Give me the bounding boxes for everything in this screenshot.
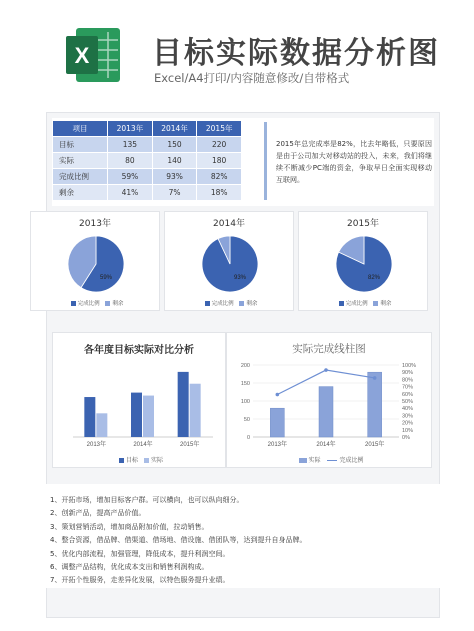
pie-chart-2015 xyxy=(298,211,428,311)
pie-title: 2015年 xyxy=(347,219,379,229)
chart-legend xyxy=(53,455,225,464)
target-actual-chart xyxy=(52,332,226,468)
pie-title: 2013年 xyxy=(79,219,111,229)
line-point xyxy=(373,376,377,380)
pie-data-label: 93% xyxy=(233,275,247,281)
y2-tick-label: 40% xyxy=(402,406,414,413)
table-cell: 目标 xyxy=(53,137,108,153)
y-tick-label: 150 xyxy=(240,381,250,387)
y2-tick-label: 100% xyxy=(402,363,417,369)
list-item: 5、优化内部流程，加强管理，降低成本，提升利润空间。 xyxy=(50,549,230,558)
page-title: 目标实际数据分析图 xyxy=(152,36,440,71)
bar xyxy=(131,393,142,437)
table-row xyxy=(53,153,242,169)
table-header-cell: 2013年 xyxy=(108,121,153,137)
legend-swatch xyxy=(144,458,149,463)
legend-swatch xyxy=(205,301,210,306)
page-subtitle: Excel/A4打印/内容随意修改/自带格式 xyxy=(154,71,350,85)
legend-label: 目标 xyxy=(126,457,139,464)
table-cell: 150 xyxy=(152,137,197,153)
combo-chart-svg xyxy=(227,333,433,469)
legend-swatch xyxy=(119,458,124,463)
table-cell: 41% xyxy=(108,185,153,201)
pie-svg xyxy=(299,212,429,312)
pie-data-label: 59% xyxy=(99,275,113,281)
table-cell: 59% xyxy=(108,169,153,185)
legend-swatch xyxy=(105,301,110,306)
list-item: 6、调整产品结构，优化成本支出和销售利润构成。 xyxy=(50,562,209,571)
pie-data-label: 82% xyxy=(367,275,381,281)
summary-note: 2015年总完成率是82%，比去年略低，只要原因是由于公司加大对移动站的投入，未来，我们将继续不断减少PC端的资金，争取早日全面实现移动互联网。 xyxy=(276,140,432,184)
bar xyxy=(143,396,154,437)
actual-completion-chart xyxy=(226,332,432,468)
legend-label: 完成比例 xyxy=(339,457,364,464)
y2-tick-label: 20% xyxy=(402,420,414,427)
list-item: 7、开拓个性服务，走差异化发展，以特色服务提升业绩。 xyxy=(50,576,230,585)
y2-tick-label: 0% xyxy=(402,435,410,441)
table-header-cell: 项目 xyxy=(53,121,108,137)
logo-letter: X xyxy=(74,43,90,68)
bar xyxy=(96,413,107,437)
pie-chart-2013 xyxy=(30,211,160,311)
x-tick-label: 2014年 xyxy=(133,442,153,448)
y2-tick-label: 30% xyxy=(402,413,414,420)
bar xyxy=(270,408,284,437)
x-tick-label: 2013年 xyxy=(86,442,107,448)
legend-label: 实际 xyxy=(150,457,163,464)
pie-legend xyxy=(31,299,159,307)
table-header-cell: 2014年 xyxy=(152,121,197,137)
legend-swatch xyxy=(339,301,344,306)
pie-legend xyxy=(299,299,427,307)
list-item: 4、整合资源，借品牌、借渠道、借场地、借设施、借团队等，达到提升自身品牌。 xyxy=(50,536,307,545)
legend-label: 完成比例 xyxy=(345,301,368,307)
x-tick-label: 2013年 xyxy=(267,442,288,448)
y2-tick-label: 50% xyxy=(402,399,414,405)
table-cell: 93% xyxy=(152,169,197,185)
y2-tick-label: 80% xyxy=(402,377,414,384)
table-cell: 剩余 xyxy=(53,185,108,201)
y-tick-label: 50 xyxy=(243,417,250,423)
bar xyxy=(190,384,201,437)
legend-swatch xyxy=(71,301,76,306)
legend-label: 实际 xyxy=(308,457,321,464)
bar xyxy=(178,372,189,437)
table-cell: 82% xyxy=(197,169,242,185)
table-row xyxy=(53,185,242,201)
table-header-cell: 2015年 xyxy=(197,121,242,137)
table-cell: 18% xyxy=(197,185,242,201)
legend-label: 剩余 xyxy=(246,301,258,307)
bar xyxy=(84,397,95,437)
divider-bar xyxy=(264,122,267,200)
bar xyxy=(368,372,382,437)
chart-legend xyxy=(227,455,431,464)
table-cell: 7% xyxy=(152,185,197,201)
y-tick-label: 100 xyxy=(240,399,250,405)
y-tick-label: 0 xyxy=(246,435,250,441)
table-cell: 135 xyxy=(108,137,153,153)
table-cell: 180 xyxy=(197,153,242,169)
y2-tick-label: 90% xyxy=(402,370,414,377)
legend-line-swatch xyxy=(327,460,337,461)
pie-legend xyxy=(165,299,293,307)
bar-chart-svg xyxy=(53,333,227,469)
excel-logo-icon xyxy=(62,24,124,86)
legend-label: 剩余 xyxy=(112,301,124,307)
line-point xyxy=(324,368,328,372)
list-item: 1、开拓市场，增加目标客户群。可以横向，也可以纵向细分。 xyxy=(50,496,244,504)
pie-title: 2014年 xyxy=(213,219,245,229)
pie-svg xyxy=(31,212,161,312)
list-item: 2、创新产品，提高产品价值。 xyxy=(50,509,146,518)
y2-tick-label: 10% xyxy=(402,427,414,434)
table-header-row xyxy=(53,121,242,137)
list-item: 3、策划营销活动，增加商品附加价值，拉动销售。 xyxy=(50,522,209,531)
legend-swatch xyxy=(239,301,244,306)
table-cell: 220 xyxy=(197,137,242,153)
table-cell: 实际 xyxy=(53,153,108,169)
pie-chart-2014 xyxy=(164,211,294,311)
x-tick-label: 2015年 xyxy=(364,442,385,448)
legend-label: 完成比例 xyxy=(211,301,234,307)
chart-title: 各年度目标实际对比分析 xyxy=(84,345,194,356)
y-tick-label: 200 xyxy=(240,363,250,369)
x-tick-label: 2015年 xyxy=(179,442,200,448)
data-table xyxy=(52,120,242,201)
table-cell: 80 xyxy=(108,153,153,169)
chart-title: 实际完成线柱图 xyxy=(292,343,366,355)
table-cell: 140 xyxy=(152,153,197,169)
pie-svg xyxy=(165,212,295,312)
table-row xyxy=(53,137,242,153)
bar xyxy=(319,387,333,437)
action-list xyxy=(50,494,306,588)
line-point xyxy=(276,393,280,397)
x-tick-label: 2014年 xyxy=(316,442,336,448)
legend-swatch xyxy=(299,458,307,463)
legend-swatch xyxy=(373,301,378,306)
y2-tick-label: 60% xyxy=(402,391,414,398)
table-row xyxy=(53,169,242,185)
legend-label: 完成比例 xyxy=(77,301,100,307)
table-cell: 完成比例 xyxy=(53,169,108,185)
legend-label: 剩余 xyxy=(380,301,392,307)
y2-tick-label: 70% xyxy=(402,384,414,391)
